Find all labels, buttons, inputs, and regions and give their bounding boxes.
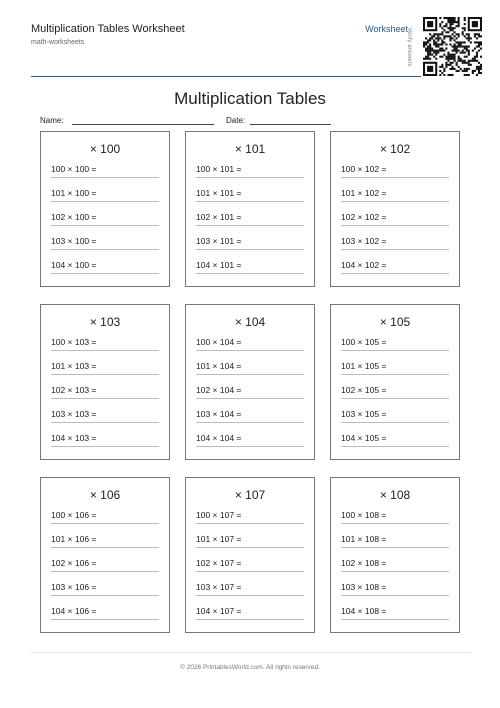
answer-row[interactable] bbox=[51, 188, 159, 202]
problem-text: 103 × 104 = bbox=[196, 409, 242, 419]
problem-text: 104 × 101 = bbox=[196, 260, 242, 270]
problem-text: 101 × 101 = bbox=[196, 188, 242, 198]
footer-divider bbox=[31, 652, 471, 653]
answer-row[interactable] bbox=[51, 260, 159, 274]
answer-row[interactable] bbox=[196, 558, 304, 572]
answer-row[interactable] bbox=[51, 433, 159, 447]
table-box bbox=[330, 304, 460, 460]
table-box bbox=[330, 477, 460, 633]
problem-text: 104 × 104 = bbox=[196, 433, 242, 443]
answer-row[interactable] bbox=[341, 361, 449, 375]
answer-row[interactable] bbox=[196, 534, 304, 548]
qr-code-icon bbox=[423, 17, 482, 76]
answer-row[interactable] bbox=[51, 534, 159, 548]
problem-text: 100 × 107 = bbox=[196, 510, 242, 520]
problem-text: 103 × 105 = bbox=[341, 409, 387, 419]
answer-row[interactable] bbox=[341, 582, 449, 596]
problem-text: 100 × 100 = bbox=[51, 164, 97, 174]
problem-text: 103 × 101 = bbox=[196, 236, 242, 246]
header-divider bbox=[31, 76, 421, 77]
answer-row[interactable] bbox=[341, 212, 449, 226]
problem-text: 100 × 103 = bbox=[51, 337, 97, 347]
table-box bbox=[40, 477, 170, 633]
problem-text: 104 × 102 = bbox=[341, 260, 387, 270]
answer-row[interactable] bbox=[196, 236, 304, 250]
problem-text: 101 × 102 = bbox=[341, 188, 387, 198]
problem-text: 103 × 103 = bbox=[51, 409, 97, 419]
table-box bbox=[185, 477, 315, 633]
table-title: × 106 bbox=[89, 488, 121, 502]
table-title: × 105 bbox=[379, 315, 411, 329]
answer-row[interactable] bbox=[196, 188, 304, 202]
answer-row[interactable] bbox=[196, 606, 304, 620]
answer-row[interactable] bbox=[341, 433, 449, 447]
problem-text: 103 × 107 = bbox=[196, 582, 242, 592]
answer-row[interactable] bbox=[51, 510, 159, 524]
problem-text: 101 × 104 = bbox=[196, 361, 242, 371]
problem-text: 102 × 106 = bbox=[51, 558, 97, 568]
answer-row[interactable] bbox=[341, 236, 449, 250]
problem-text: 101 × 100 = bbox=[51, 188, 97, 198]
answer-row[interactable] bbox=[196, 164, 304, 178]
table-box bbox=[40, 304, 170, 460]
document-header bbox=[31, 18, 421, 78]
answer-row[interactable] bbox=[51, 337, 159, 351]
table-title: × 100 bbox=[89, 142, 121, 156]
document-type-label: Worksheet bbox=[365, 24, 408, 34]
problem-text: 101 × 106 = bbox=[51, 534, 97, 544]
qr-code bbox=[423, 17, 482, 76]
answer-row[interactable] bbox=[341, 188, 449, 202]
table-box bbox=[185, 131, 315, 287]
answer-row[interactable] bbox=[341, 409, 449, 423]
problem-text: 103 × 102 = bbox=[341, 236, 387, 246]
verify-answers-text: Verify answers bbox=[406, 27, 412, 67]
problem-text: 104 × 106 = bbox=[51, 606, 97, 616]
problem-text: 102 × 107 = bbox=[196, 558, 242, 568]
problem-text: 100 × 104 = bbox=[196, 337, 242, 347]
answer-row[interactable] bbox=[341, 558, 449, 572]
table-title: × 101 bbox=[234, 142, 266, 156]
problem-text: 100 × 106 = bbox=[51, 510, 97, 520]
problem-text: 103 × 106 = bbox=[51, 582, 97, 592]
problem-text: 104 × 100 = bbox=[51, 260, 97, 270]
document-subtitle: math-worksheets bbox=[31, 39, 85, 46]
table-title: × 107 bbox=[234, 488, 266, 502]
date-field-line bbox=[250, 124, 331, 125]
answer-row[interactable] bbox=[341, 164, 449, 178]
table-box bbox=[40, 131, 170, 287]
answer-row[interactable] bbox=[341, 385, 449, 399]
problem-text: 104 × 107 = bbox=[196, 606, 242, 616]
answer-row[interactable] bbox=[196, 361, 304, 375]
problem-text: 102 × 104 = bbox=[196, 385, 242, 395]
problem-text: 102 × 108 = bbox=[341, 558, 387, 568]
problem-text: 103 × 100 = bbox=[51, 236, 97, 246]
problem-text: 101 × 107 = bbox=[196, 534, 242, 544]
answer-row[interactable] bbox=[196, 337, 304, 351]
date-label: Date: bbox=[226, 116, 246, 125]
answer-row[interactable] bbox=[341, 534, 449, 548]
verify-answers-label bbox=[402, 18, 416, 76]
answer-row[interactable] bbox=[341, 260, 449, 274]
answer-row[interactable] bbox=[341, 606, 449, 620]
name-field-line bbox=[72, 124, 214, 125]
answer-row[interactable] bbox=[51, 361, 159, 375]
name-label: Name: bbox=[40, 116, 64, 125]
answer-row[interactable] bbox=[51, 558, 159, 572]
problem-text: 101 × 103 = bbox=[51, 361, 97, 371]
table-title: × 104 bbox=[234, 315, 266, 329]
problem-text: 101 × 108 = bbox=[341, 534, 387, 544]
answer-row[interactable] bbox=[51, 409, 159, 423]
answer-row[interactable] bbox=[196, 260, 304, 274]
footer-copyright: © 2026 PrintablesWorld.com. All rights reserved. bbox=[180, 664, 320, 671]
answer-row[interactable] bbox=[196, 385, 304, 399]
answer-row[interactable] bbox=[51, 236, 159, 250]
problem-text: 104 × 105 = bbox=[341, 433, 387, 443]
table-box bbox=[330, 131, 460, 287]
problem-text: 102 × 103 = bbox=[51, 385, 97, 395]
problem-text: 100 × 102 = bbox=[341, 164, 387, 174]
problem-text: 102 × 101 = bbox=[196, 212, 242, 222]
answer-row[interactable] bbox=[341, 337, 449, 351]
answer-row[interactable] bbox=[51, 582, 159, 596]
problem-text: 101 × 105 = bbox=[341, 361, 387, 371]
answer-row[interactable] bbox=[196, 212, 304, 226]
table-box bbox=[185, 304, 315, 460]
answer-row[interactable] bbox=[51, 164, 159, 178]
problem-text: 100 × 108 = bbox=[341, 510, 387, 520]
answer-row[interactable] bbox=[51, 385, 159, 399]
answer-row[interactable] bbox=[196, 582, 304, 596]
answer-row[interactable] bbox=[196, 433, 304, 447]
problem-text: 102 × 102 = bbox=[341, 212, 387, 222]
problem-text: 104 × 108 = bbox=[341, 606, 387, 616]
problem-text: 102 × 105 = bbox=[341, 385, 387, 395]
table-title: × 108 bbox=[379, 488, 411, 502]
table-title: × 102 bbox=[379, 142, 411, 156]
problem-text: 100 × 101 = bbox=[196, 164, 242, 174]
problem-text: 104 × 103 = bbox=[51, 433, 97, 443]
document-title: Multiplication Tables Worksheet bbox=[31, 23, 185, 35]
answer-row[interactable] bbox=[51, 606, 159, 620]
answer-row[interactable] bbox=[51, 212, 159, 226]
problem-text: 103 × 108 = bbox=[341, 582, 387, 592]
answer-row[interactable] bbox=[341, 510, 449, 524]
problem-text: 102 × 100 = bbox=[51, 212, 97, 222]
answer-row[interactable] bbox=[196, 510, 304, 524]
answer-row[interactable] bbox=[196, 409, 304, 423]
problem-text: 100 × 105 = bbox=[341, 337, 387, 347]
worksheet-title: Multiplication Tables bbox=[174, 89, 326, 108]
table-title: × 103 bbox=[89, 315, 121, 329]
